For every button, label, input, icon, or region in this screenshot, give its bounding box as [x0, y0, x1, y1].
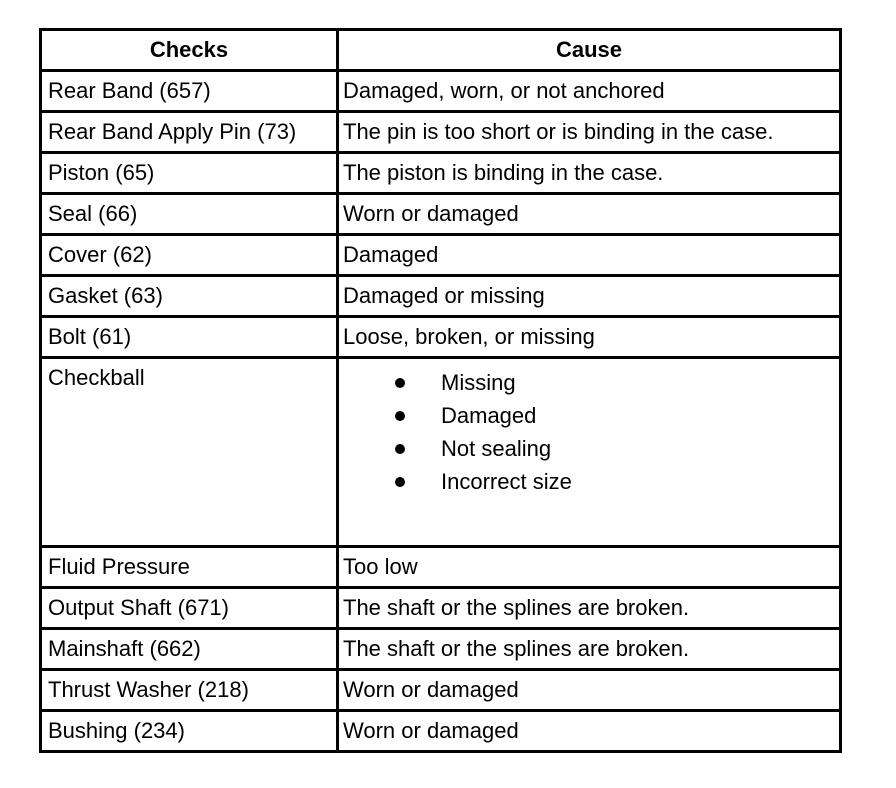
check-cell: Rear Band Apply Pin (73): [41, 112, 338, 153]
cause-cell: The shaft or the splines are broken.: [338, 629, 841, 670]
cause-cell: The pin is too short or is binding in the case.: [338, 112, 841, 153]
table-row: [41, 547, 841, 588]
cause-cell: Loose, broken, or missing: [338, 317, 841, 358]
table-row: [41, 711, 841, 752]
bullet-icon: [395, 411, 405, 421]
table-row: [41, 588, 841, 629]
table-row: [41, 276, 841, 317]
table-row: [41, 112, 841, 153]
table-row: [41, 629, 841, 670]
cause-cell: Too low: [338, 547, 841, 588]
checks-cause-table: [39, 28, 842, 753]
cause-cell: The shaft or the splines are broken.: [338, 588, 841, 629]
cause-cell: The piston is binding in the case.: [338, 153, 841, 194]
checks-cause-table-container: [39, 28, 842, 753]
check-cell: Cover (62): [41, 235, 338, 276]
bullet-icon: [395, 477, 405, 487]
check-cell: Rear Band (657): [41, 71, 338, 112]
check-cell: Bushing (234): [41, 711, 338, 752]
table-row: [41, 317, 841, 358]
check-cell: Output Shaft (671): [41, 588, 338, 629]
list-item: [343, 435, 839, 468]
check-cell: Mainshaft (662): [41, 629, 338, 670]
table-row: [41, 358, 841, 547]
check-cell: Thrust Washer (218): [41, 670, 338, 711]
table-row: [41, 670, 841, 711]
check-cell: Fluid Pressure: [41, 547, 338, 588]
list-item-text: Incorrect size: [441, 469, 572, 494]
cause-bullet-list: [343, 369, 839, 501]
list-item-text: Not sealing: [441, 436, 552, 461]
cause-cell: Worn or damaged: [338, 670, 841, 711]
table-row: [41, 194, 841, 235]
bullet-icon: [395, 444, 405, 454]
cause-cell: Damaged or missing: [338, 276, 841, 317]
check-cell: Piston (65): [41, 153, 338, 194]
list-item-text: Missing: [441, 370, 516, 395]
cause-cell: Damaged, worn, or not anchored: [338, 71, 841, 112]
table-header-row: [41, 30, 841, 71]
check-cell: Gasket (63): [41, 276, 338, 317]
bullet-icon: [395, 378, 405, 388]
list-item: [343, 369, 839, 402]
cause-cell: Damaged: [338, 235, 841, 276]
cause-cell: Worn or damaged: [338, 194, 841, 235]
check-cell: Checkball: [41, 358, 338, 547]
list-item: [343, 468, 839, 501]
check-cell: Seal (66): [41, 194, 338, 235]
header-cause: Cause: [338, 30, 841, 71]
list-item: [343, 402, 839, 435]
header-checks: Checks: [41, 30, 338, 71]
list-item-text: Damaged: [441, 403, 537, 428]
cause-list-cell: [338, 358, 841, 547]
table-row: [41, 153, 841, 194]
cause-cell: Worn or damaged: [338, 711, 841, 752]
check-cell: Bolt (61): [41, 317, 338, 358]
table-row: [41, 71, 841, 112]
table-row: [41, 235, 841, 276]
